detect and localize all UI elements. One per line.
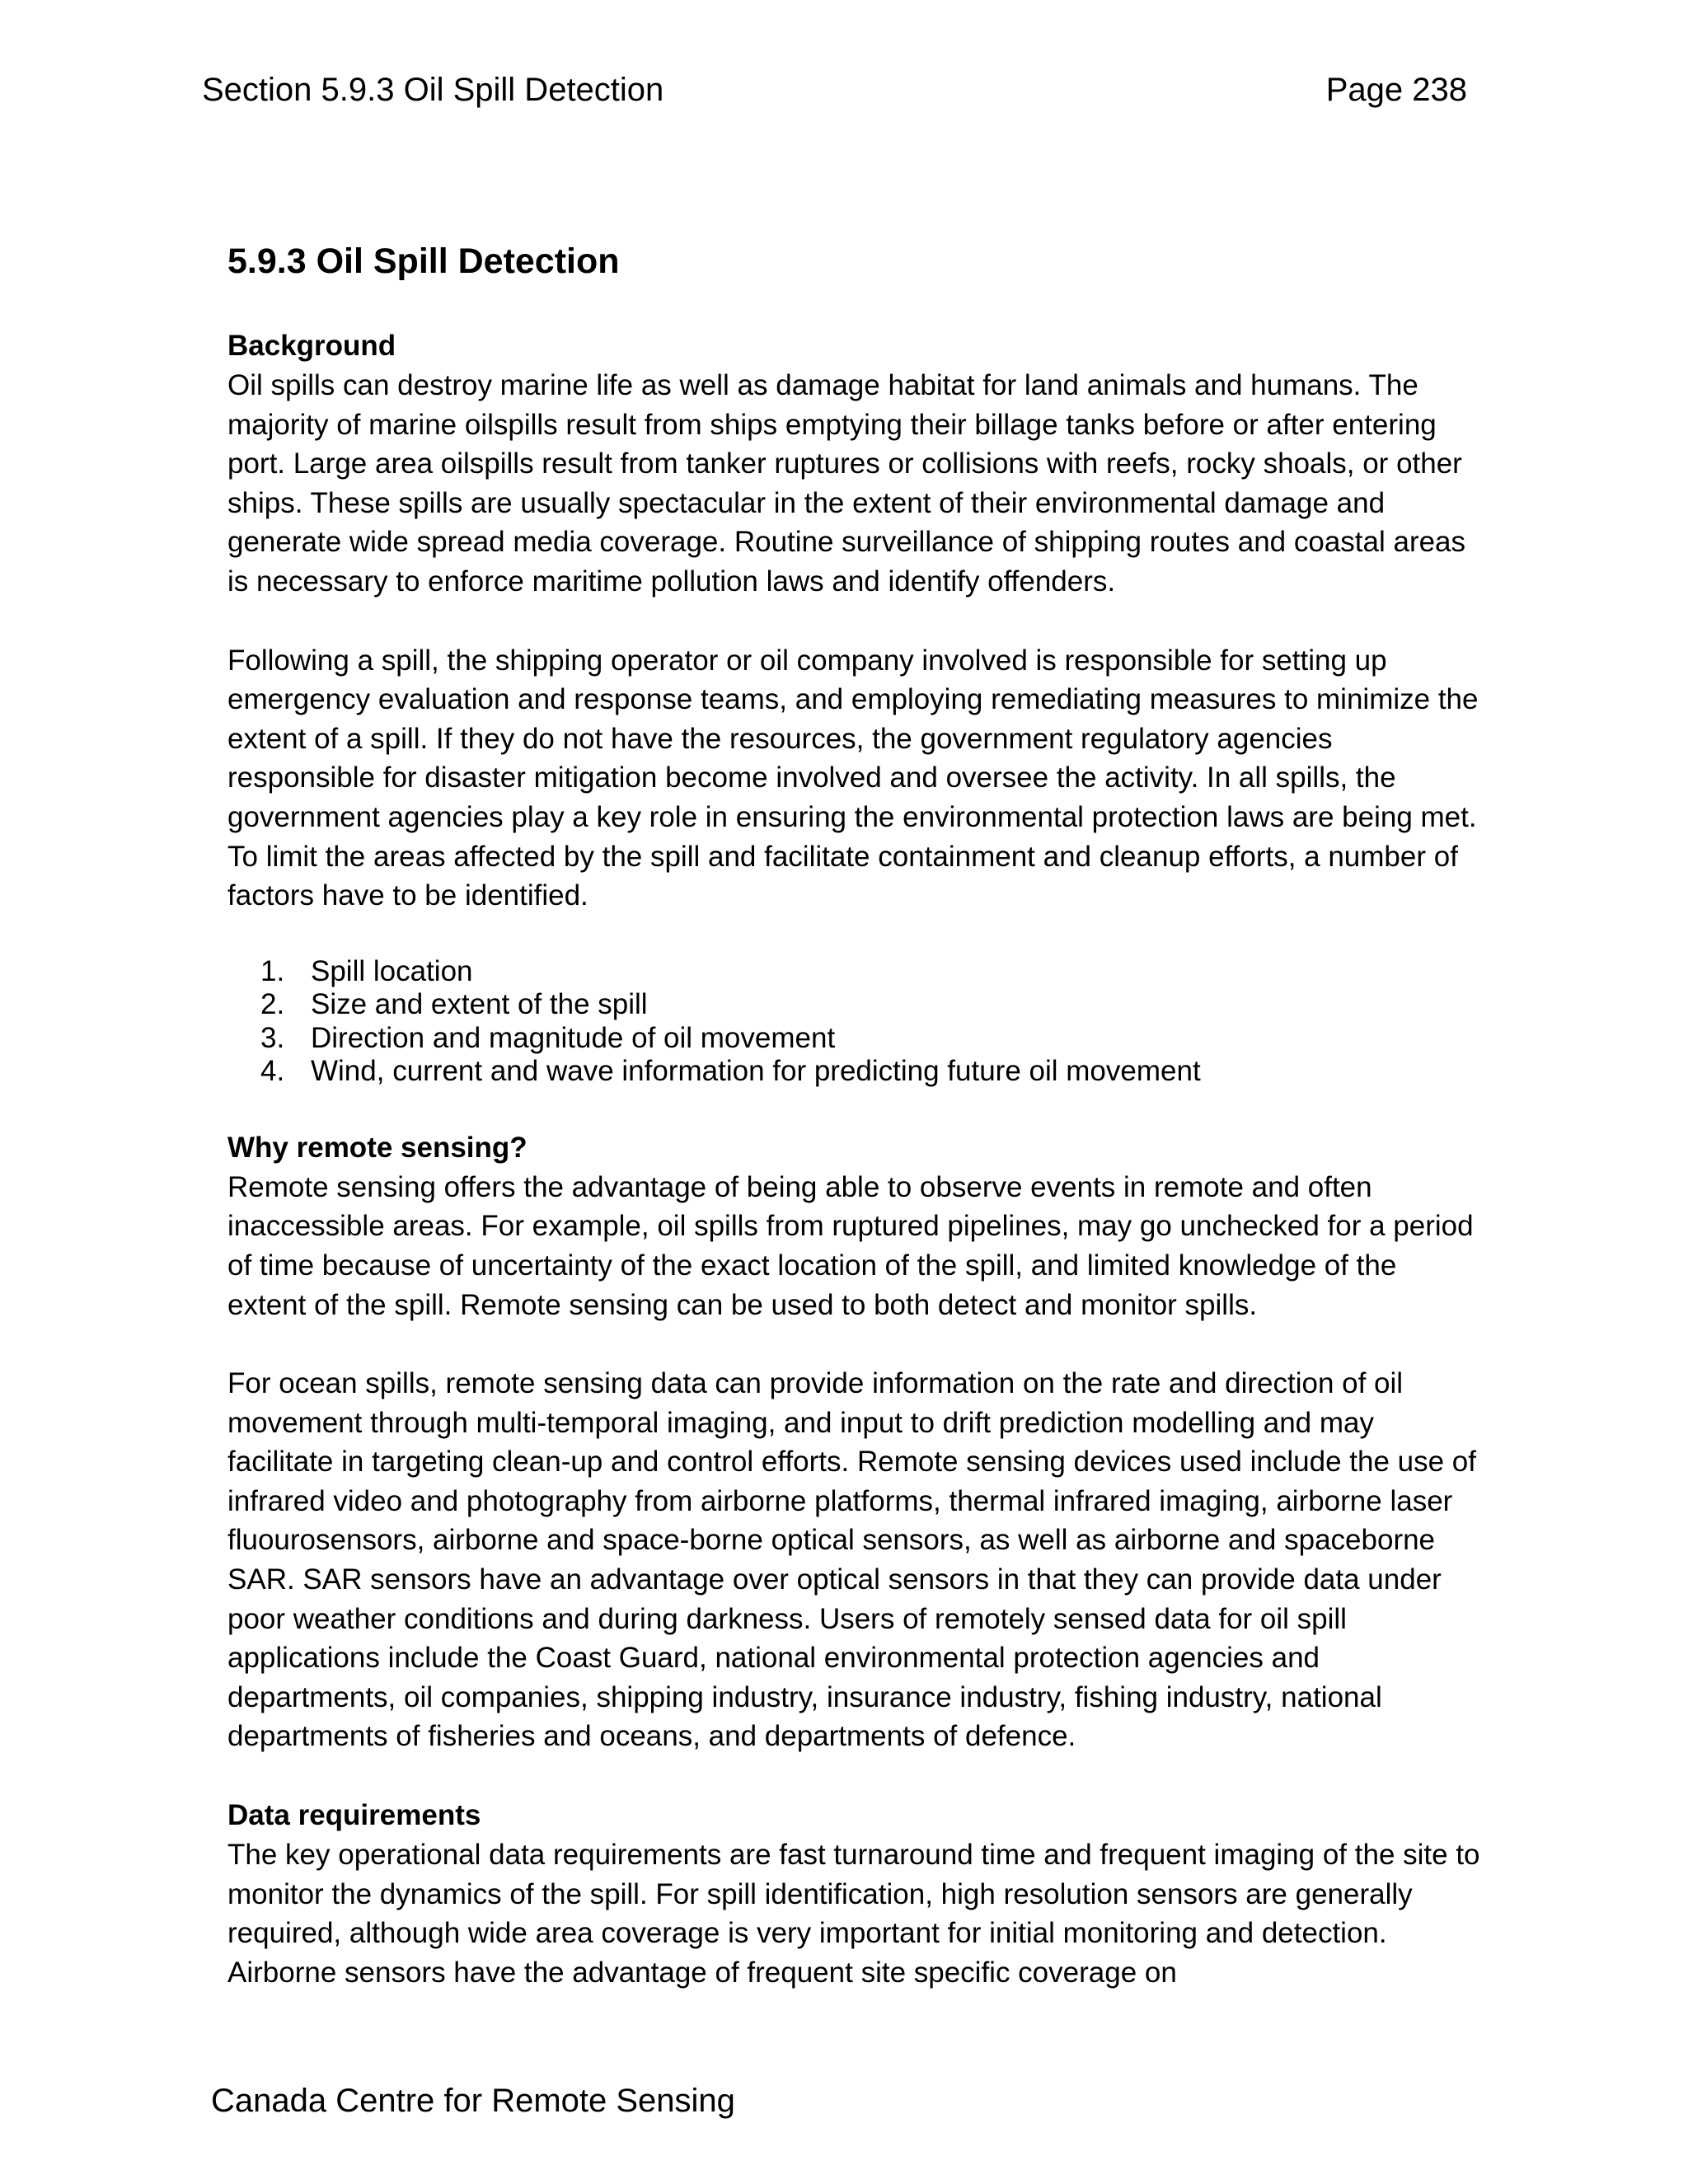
list-item-text: Spill location bbox=[311, 954, 473, 987]
list-item-number: 3. bbox=[260, 1021, 285, 1054]
list-item-number: 1. bbox=[260, 954, 285, 987]
list-item-text: Size and extent of the spill bbox=[311, 988, 648, 1021]
why-remote-sensing-paragraph-1: Remote sensing offers the advantage of being able to observe events in remote and often inaccessible areas. For example, oil spills from ruptured pipelines, may go unchecked for a period of time because of uncertainty of the exact location of the spill, and limited knowledge of the extent of the spill. Remote sensing can be used to both detect and monitor spills. bbox=[227, 1170, 1474, 1321]
list-item bbox=[227, 955, 1480, 989]
background-paragraph-1: Oil spills can destroy marine life as well as damage habitat for land animals and humans. The majority of marine oilspills result from ships emptying their billage tanks before or after entering port. Large area oilspills result from tanker ruptures or collisions with reefs, rocky shoals, or other ships. These spills are usually spectacular in the extent of their environmental damage and generate wide spread media coverage. Routine surveillance of shipping routes and coastal areas is necessary to enforce maritime pollution laws and identify offenders. bbox=[227, 369, 1466, 598]
section-title: 5.9.3 Oil Spill Detection bbox=[227, 241, 620, 281]
list-item bbox=[227, 1055, 1480, 1089]
list-item-text: Direction and magnitude of oil movement bbox=[311, 1021, 836, 1054]
background-heading: Background bbox=[227, 330, 396, 362]
factors-list bbox=[227, 955, 1480, 1089]
document-body bbox=[227, 236, 1480, 2032]
list-item-number: 2. bbox=[260, 988, 285, 1021]
list-item-text: Wind, current and wave information for predicting future oil movement bbox=[311, 1055, 1201, 1088]
running-footer: Canada Centre for Remote Sensing bbox=[211, 2083, 735, 2119]
list-item-number: 4. bbox=[260, 1055, 285, 1088]
header-page-number: Page 238 bbox=[1325, 72, 1467, 108]
header-section-title: Section 5.9.3 Oil Spill Detection bbox=[202, 72, 664, 108]
list-item bbox=[227, 988, 1480, 1022]
data-requirements-paragraph-1: The key operational data requirements are fast turnaround time and frequent imaging of the site to monitor the dynamics of the spill. For spill identification, high resolution sensors are generally required, although wide area coverage is very important for initial monitoring and detection. Airborne sensors have the advantage of frequent site specific coverage on bbox=[227, 1839, 1480, 1989]
data-requirements-heading: Data requirements bbox=[227, 1799, 481, 1832]
list-item bbox=[227, 1022, 1480, 1056]
why-remote-sensing-paragraph-2: For ocean spills, remote sensing data can provide information on the rate and direction of oil movement through multi-temporal imaging, and input to drift prediction modelling and may facilitate in targeting clean-up and control efforts. Remote sensing devices used include the use of infrared video and photography from airborne platforms, thermal infrared imaging, airborne laser fluourosensors, airborne and space-borne optical sensors, as well as airborne and spaceborne SAR. SAR sensors have an advantage over optical sensors in that they can provide data under poor weather conditions and during darkness. Users of remotely sensed data for oil spill applications include the Coast Guard, national environmental protection agencies and departments, oil companies, shipping industry, insurance industry, fishing industry, national departments of fisheries and oceans, and departments of defence. bbox=[227, 1367, 1476, 1753]
why-remote-sensing-heading: Why remote sensing? bbox=[227, 1131, 528, 1164]
background-paragraph-2: Following a spill, the shipping operator or oil company involved is responsible for setting up emergency evaluation and response teams, and employing remediating measures to minimize the extent of a spill. If they do not have the resources, the government regulatory agencies responsible for disaster mitigation become involved and oversee the activity. In all spills, the government agencies play a key role in ensuring the environmental protection laws are being met. To limit the areas affected by the spill and facilitate containment and cleanup efforts, a number of factors have to be identified. bbox=[227, 644, 1479, 912]
running-header bbox=[202, 68, 1467, 111]
